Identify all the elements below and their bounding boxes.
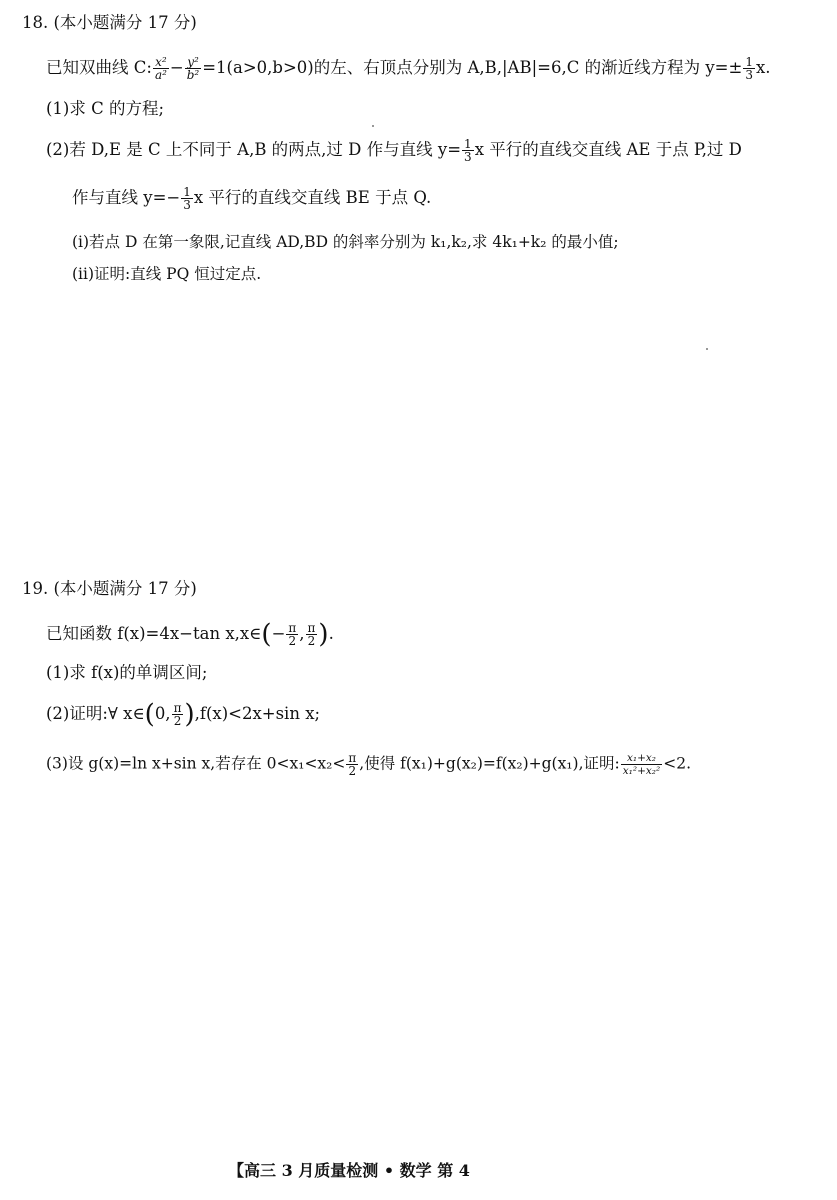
q18-intro-mid: =1(a>0,b>0)的左、右顶点分别为 A,B,|AB|=6,C 的渐近线方程为 y=± [202, 58, 743, 77]
fraction-one-third: $\frac{1}{3}$ [183, 185, 191, 212]
q18-header: 18. (本小题满分 17 分) [22, 13, 197, 32]
q18-intro-prefix: 已知双曲线 C: [46, 58, 152, 77]
q19-part2: (2)证明:∀ x∈(0, $\frac{\pi}{2}$ ),f(x)<2x+sin x; [46, 699, 321, 730]
q18-subpart-i: (ⅰ)若点 D 在第一象限,记直线 AD,BD 的斜率分别为 k₁,k₂,求 4k₁+k₂ 的最小值; [72, 233, 619, 251]
q19-header: 19. (本小题满分 17 分) [22, 579, 197, 598]
q19-part1: (1)求 f(x)的单调区间; [46, 663, 208, 682]
fraction-one-third: $\frac{1}{3}$ [464, 137, 472, 164]
q19-part3: (3)设 g(x)=ln x+sin x,若存在 0<x₁<x₂< $\frac{\pi}{2}$ ,使得 f(x₁)+g(x₂)=f(x₂)+g(x₁),证明: $\frac{\text{x₁+x₂}}{\text{x₁²+x₂²}}$ <2. [46, 751, 692, 778]
fraction-pi-over-2: $\frac{\pi}{2}$ [288, 621, 297, 648]
fraction-pi-over-2: $\frac{\pi}{2}$ [173, 701, 182, 728]
fraction-sum-over-sumsq: $\frac{\text{x₁+x₂}}{\text{x₁²+x₂²}}$ [622, 752, 661, 777]
q18-part1: (1)求 C 的方程; [46, 99, 165, 118]
page-footer: 【高三 3 月质量检测 • 数学 第 4 [228, 1161, 470, 1180]
q18-part2-line2: 作与直线 y=− $\frac{1}{3}$ x 平行的直线交直线 BE 于点 Q. [72, 185, 432, 212]
fraction-pi-over-2: $\frac{\pi}{2}$ [307, 621, 316, 648]
q18-part2-line1: (2)若 D,E 是 C 上不同于 A,B 的两点,过 D 作与直线 y= $\frac{1}{3}$ x 平行的直线交直线 AE 于点 P,过 D [46, 137, 742, 164]
scan-speck [706, 348, 708, 350]
fraction-x2-over-a2: $\frac{\text{x²}}{\text{a²}}$ [154, 55, 167, 82]
fraction-one-third: $\frac{1}{3}$ [745, 55, 753, 82]
fraction-y2-over-b2: $\frac{\text{y²}}{\text{b²}}$ [186, 55, 200, 82]
q18-intro: 已知双曲线 C: $\frac{\text{x²}}{\text{a²}}$ − $\frac{\text{y²}}{\text{b²}}$ =1(a>0,b>0)的左、右顶点分别为 A,B,|AB|=6,C 的渐近线方程为 y=± $\frac{1}{3}$ x. [46, 55, 771, 82]
q18-subpart-ii: (ⅱ)证明:直线 PQ 恒过定点. [72, 265, 262, 283]
fraction-pi-over-2: $\frac{\pi}{2}$ [348, 751, 357, 778]
q19-intro: 已知函数 f(x)=4x−tan x,x∈(− $\frac{\pi}{2}$ , $\frac{\pi}{2}$ ). [46, 619, 334, 650]
scan-speck [372, 125, 374, 127]
